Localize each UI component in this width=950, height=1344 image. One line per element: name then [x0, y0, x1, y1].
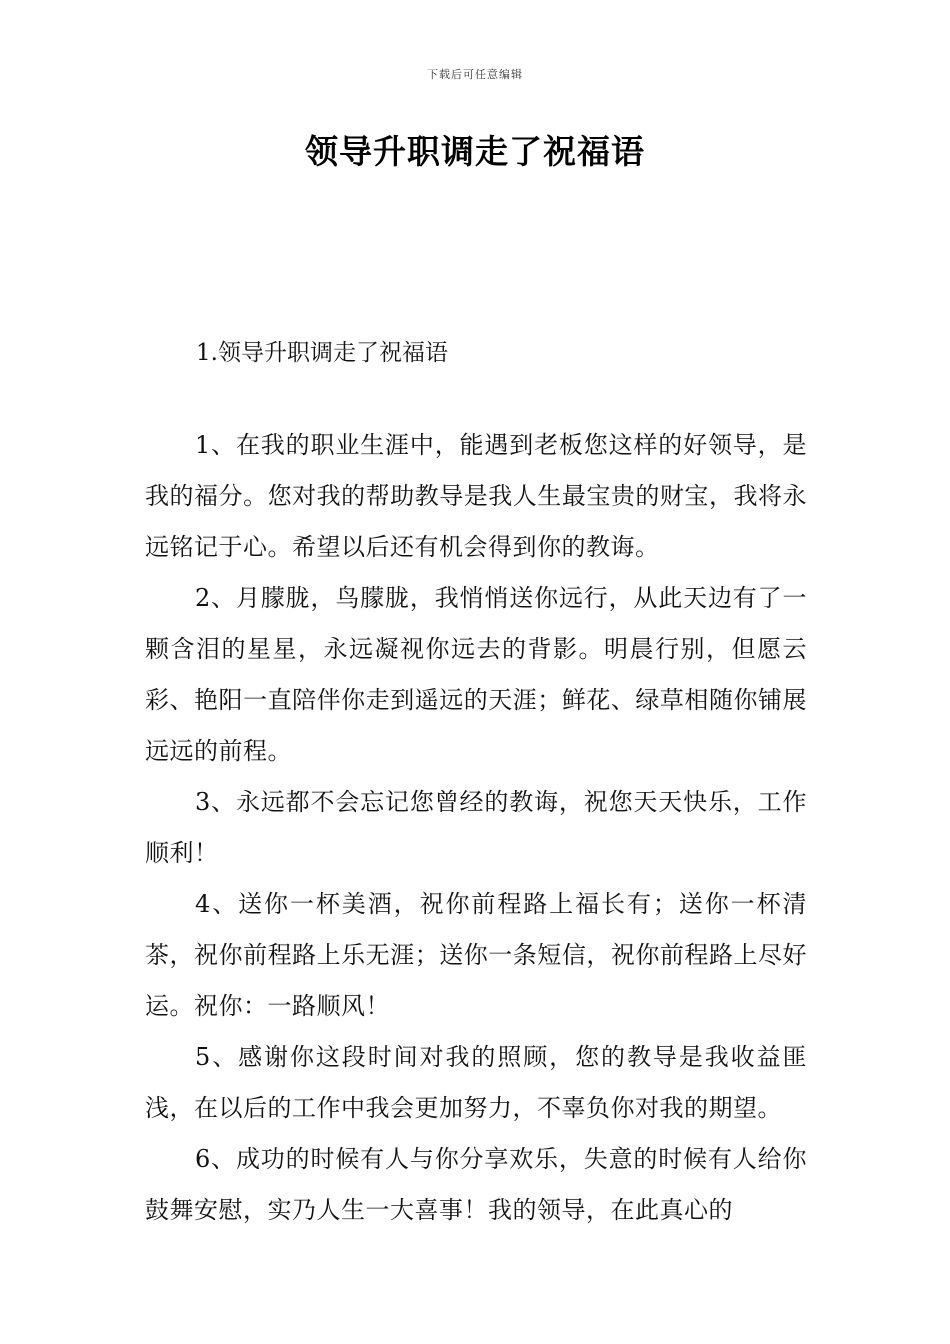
document-title: 领导升职调走了祝福语 [305, 132, 645, 171]
paragraph-5: 5、感谢你这段时间对我的照顾，您的教导是我收益匪浅，在以后的工作中我会更加努力，不辜负你对我的期望。 [145, 1043, 807, 1122]
paragraph-4: 4、送你一杯美酒，祝你前程路上福长有；送你一杯清茶，祝你前程路上乐无涯；送你一条短信，祝你前程路上尽好运。祝你：一路顺风！ [145, 890, 807, 1020]
paragraph-1: 1、在我的职业生涯中，能遇到老板您这样的好领导，是我的福分。您对我的帮助教导是我人生最宝贵的财宝，我将永远铭记于心。希望以后还有机会得到你的教诲。 [145, 431, 807, 561]
paragraph-3: 3、永远都不会忘记您曾经的教诲，祝您天天快乐，工作顺利！ [145, 788, 807, 867]
header-note: 下载后可任意编辑 [427, 68, 523, 81]
document-body [145, 420, 807, 1236]
paragraph-2: 2、月朦胧，鸟朦胧，我悄悄送你远行，从此天边有了一颗含泪的星星，永远凝视你远去的背影。明晨行别，但愿云彩、艳阳一直陪伴你走到遥远的天涯；鲜花、绿草相随你铺展远远的前程。 [145, 584, 807, 765]
paragraph-6: 6、成功的时候有人与你分享欢乐，失意的时候有人给你鼓舞安慰，实乃人生一大喜事！我的领导，在此真心的 [145, 1145, 807, 1224]
section-heading: 1.领导升职调走了祝福语 [196, 340, 448, 366]
